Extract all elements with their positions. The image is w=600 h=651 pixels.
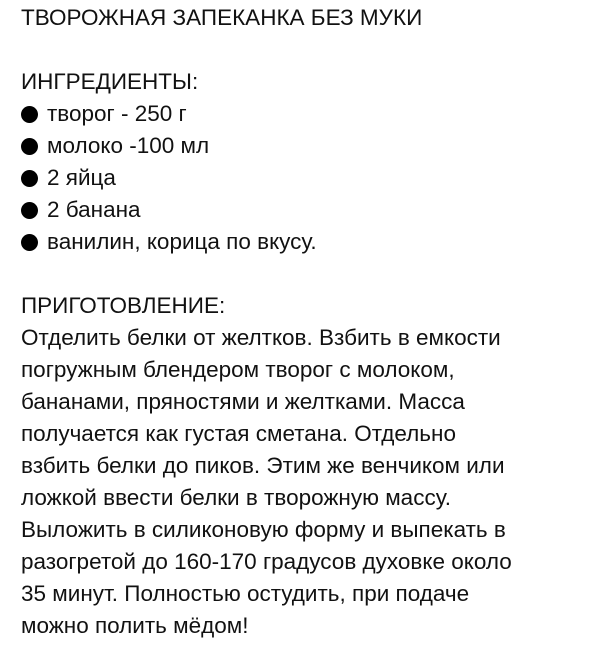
ingredient-item [21,98,593,130]
ingredients-heading: ИНГРЕДИЕНТЫ: [21,69,199,94]
ingredients-list [21,98,593,258]
ingredient-text: молоко -100 мл [47,133,210,158]
recipe-document [21,2,593,642]
preparation-line: Выложить в силиконовую форму и выпекать в [21,517,506,542]
ingredient-text: 2 банана [47,197,141,222]
preparation-line: разогретой до 160-170 градусов духовке около [21,549,512,574]
bullet-icon [21,106,38,123]
ingredient-text: творог - 250 г [47,101,187,126]
preparation-line: 35 минут. Полностью остудить, при подаче [21,581,470,606]
ingredient-text: 2 яйца [47,165,116,190]
preparation-line: бананами, пряностями и желтками. Масса [21,389,465,414]
spacer [21,258,593,290]
bullet-icon [21,234,38,251]
spacer [21,34,593,66]
preparation-line: можно полить мёдом! [21,613,249,638]
recipe-title: ТВОРОЖНАЯ ЗАПЕКАНКА БЕЗ МУКИ [21,5,423,30]
ingredient-item [21,194,593,226]
preparation-line: Отделить белки от желтков. Взбить в емкости [21,325,501,350]
ingredient-text: ванилин, корица по вкусу. [47,229,317,254]
preparation-line: ложкой ввести белки в творожную массу. [21,485,451,510]
preparation-line: погружным блендером творог с молоком, [21,357,455,382]
bullet-icon [21,170,38,187]
bullet-icon [21,138,38,155]
ingredient-item [21,226,593,258]
preparation-line: получается как густая сметана. Отдельно [21,421,456,446]
bullet-icon [21,202,38,219]
ingredient-item [21,130,593,162]
preparation-line: взбить белки до пиков. Этим же венчиком или [21,453,505,478]
preparation-text [21,322,593,642]
ingredient-item [21,162,593,194]
preparation-heading: ПРИГОТОВЛЕНИЕ: [21,293,226,318]
